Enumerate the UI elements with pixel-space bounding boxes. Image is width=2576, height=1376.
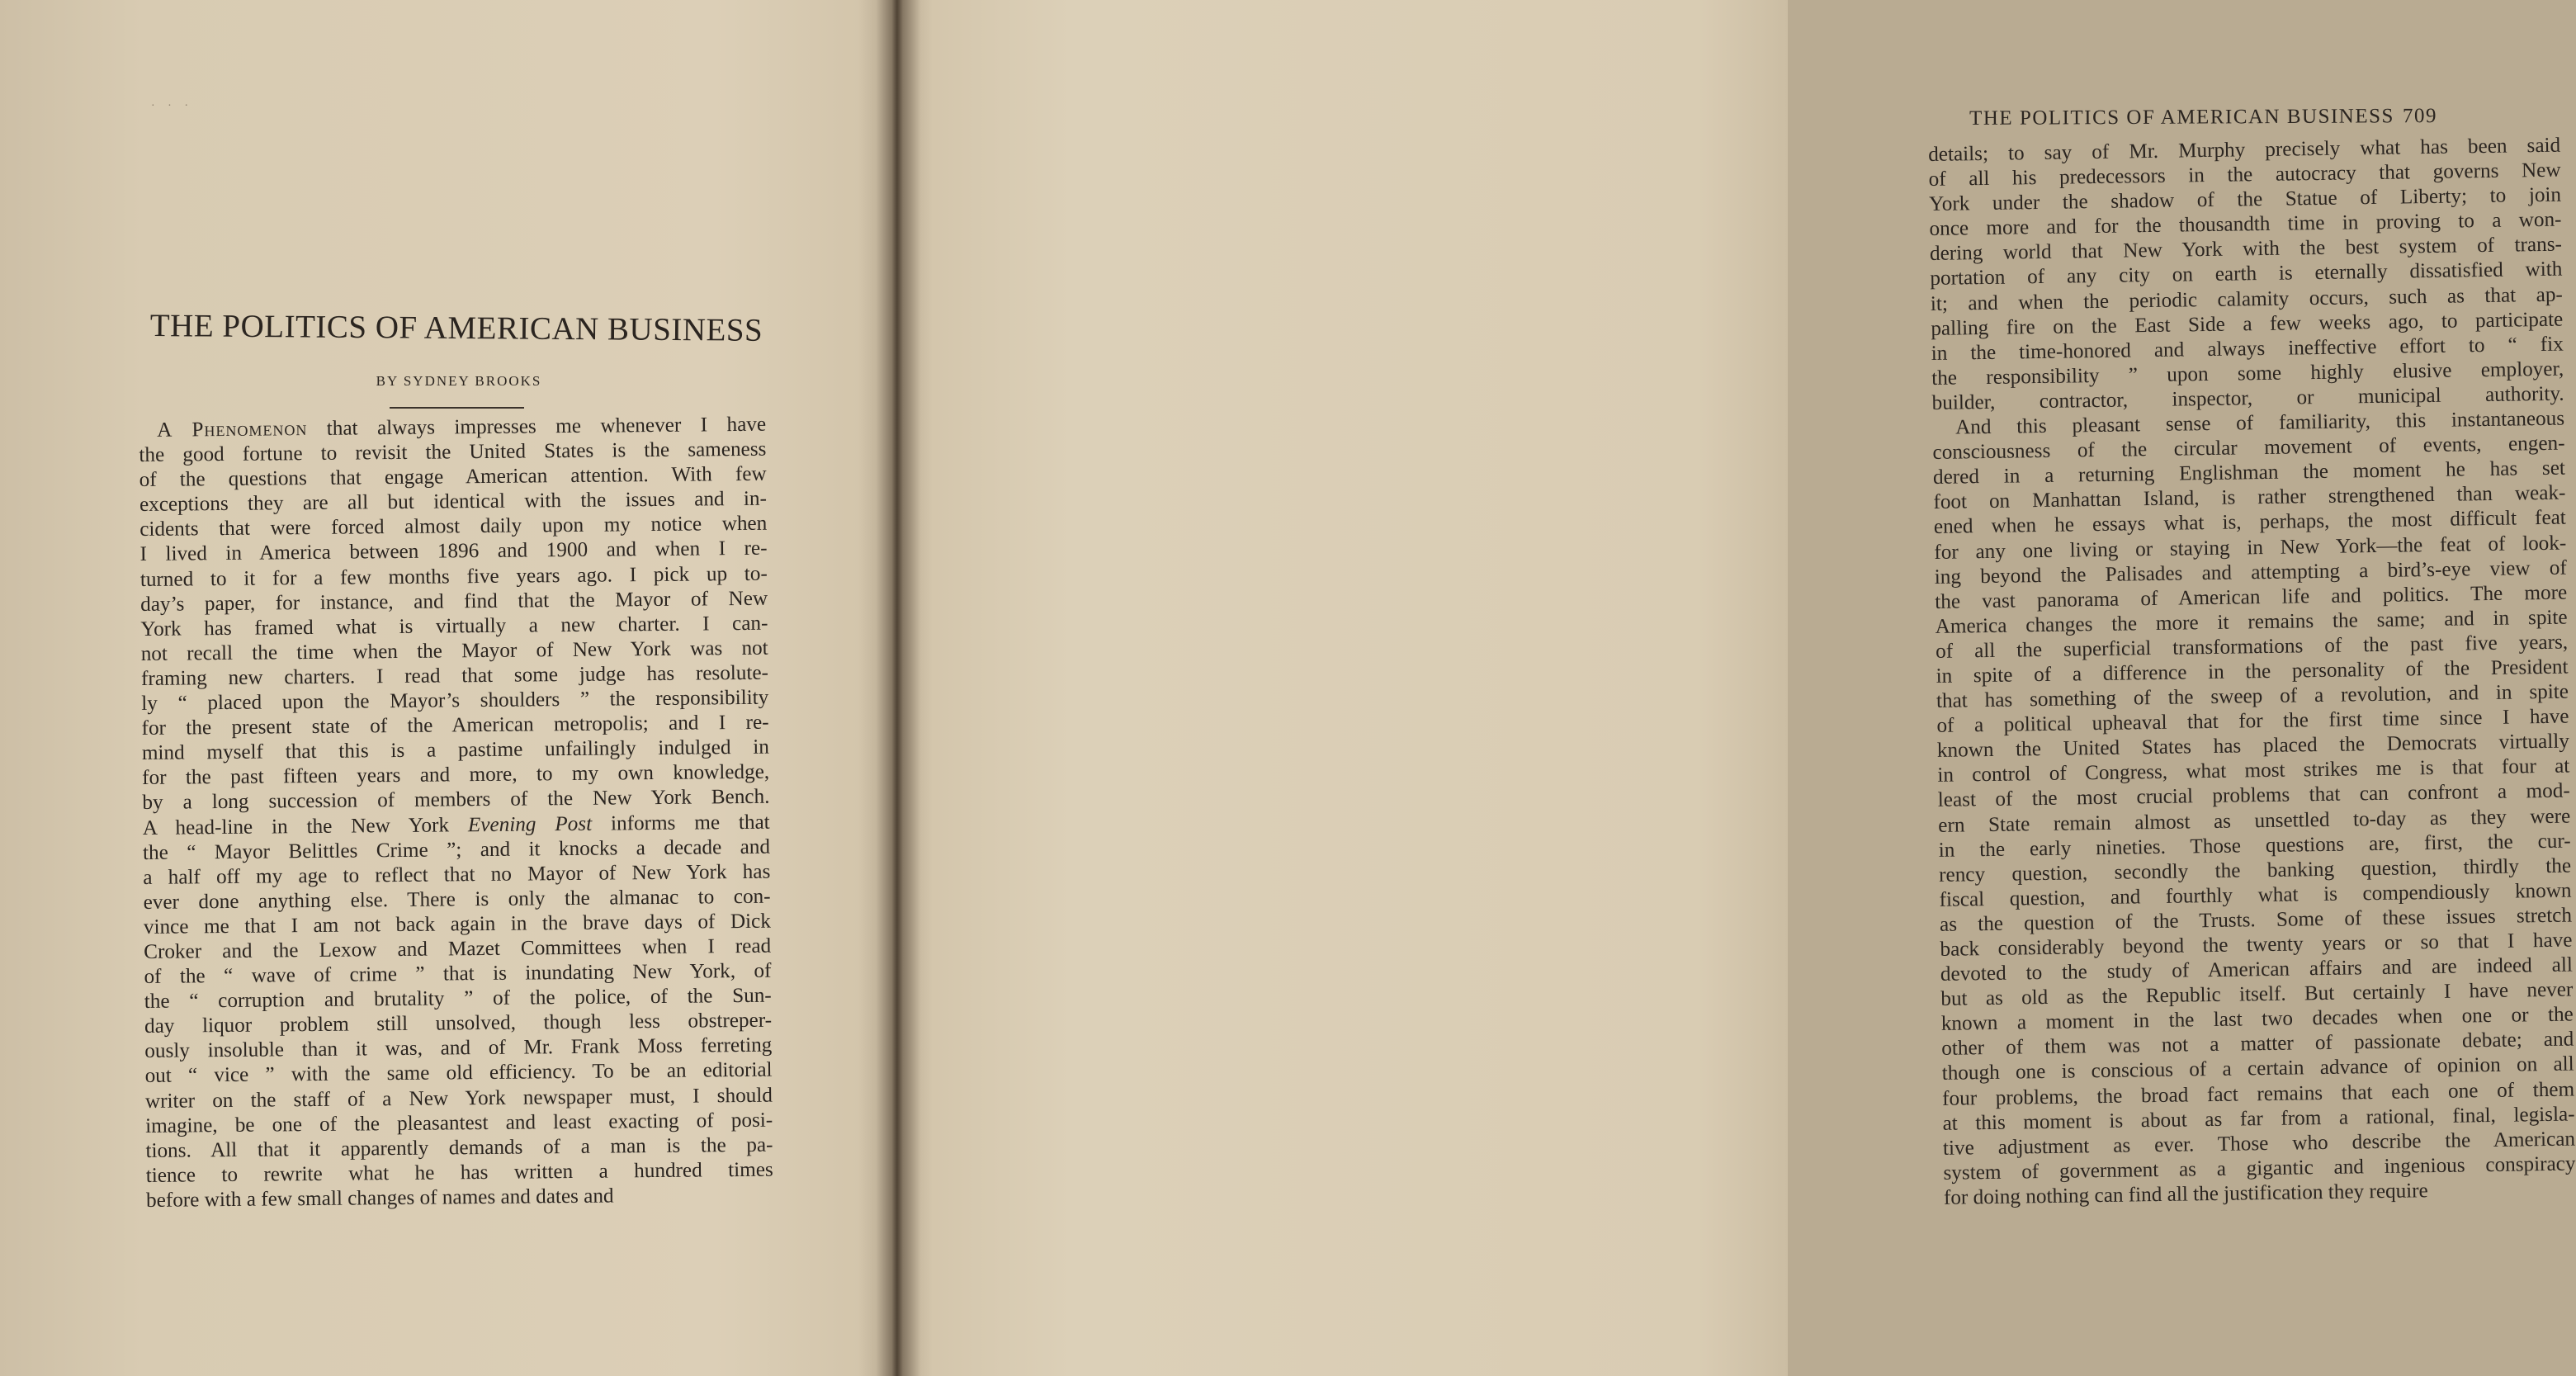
text-line: tions. All that it apparently demands of a man is the pa-: [145, 1133, 773, 1162]
text-line: mind myself that this is a pastime unfailingly indulged in: [141, 735, 769, 765]
text-line: ern State remain almost as unsettled to-day as they were: [1938, 805, 2571, 837]
right-page: [896, 0, 2576, 1376]
text-line: in spite of a difference in the personality of the President: [1936, 655, 2569, 688]
text-line: tience to rewrite what he has written a hundred times: [145, 1158, 773, 1187]
text-line: day liquor problem still unsolved, though less obstreper-: [144, 1009, 773, 1038]
text-line: framing new charters. I read that some judge has resolute-: [140, 661, 769, 690]
text-line: in the early nineties. Those questions are, first, the cur-: [1938, 830, 2571, 862]
text-line: rency question, secondly the banking question, thirdly the: [1938, 854, 2572, 887]
running-head: [1969, 104, 2547, 130]
text-line: of a political upheaval that for the first time since I have: [1936, 705, 2569, 738]
article-title: THE POLITICS OF AMERICAN BUSINESS: [149, 307, 763, 348]
text-line: the responsibility ” upon some highly elusive employer,: [1931, 357, 2564, 390]
text-line: York has framed what is virtually a new charter. I can-: [140, 612, 768, 641]
text-line: details; to say of Mr. Murphy precisely what has been said: [1928, 134, 2561, 166]
text-line: back considerably beyond the twenty years or so that I have: [1940, 929, 2573, 961]
page-number: 709: [2402, 105, 2437, 128]
text-line: of the questions that engage American attention. With few: [139, 462, 767, 492]
text-line: out “ vice ” with the same old efficiency. To be an editorial: [144, 1059, 773, 1088]
text-line: once more and for the thousandth time in proving to a won-: [1929, 208, 2562, 241]
text-line: day’s paper, for instance, and find that the Mayor of New: [140, 587, 768, 616]
text-line: dering world that New York with the best system of trans-: [1929, 233, 2563, 266]
text-line: for the past fifteen years and more, to my own knowledge,: [142, 760, 770, 790]
right-body-text: [1928, 134, 2576, 1211]
text-line: not recall the time when the Mayor of New York was not: [140, 636, 768, 665]
text-line: tive adjustment as ever. Those who describe the American: [1942, 1128, 2576, 1160]
page-specks: · · ·: [151, 100, 193, 112]
text-line: ing beyond the Palisades and attempting a bird’s-eye view of: [1934, 556, 2567, 589]
text-line: vince me that I am not back again in the brave days of Dick: [143, 910, 772, 939]
text-line: though one is conscious of a certain advance of opinion on all: [1941, 1052, 2574, 1085]
text-line: A head-line in the New York Evening Post informs me that: [142, 811, 770, 839]
text-line: that has something of the sweep of a revolution, and in spite: [1936, 680, 2569, 712]
text-line: known a moment in the last two decades when one or the: [1940, 1003, 2574, 1036]
text-line: ously insoluble than it was, and of Mr. Frank Moss ferreting: [144, 1034, 773, 1063]
text-line: the “ Mayor Belittles Crime ”; and it knocks a decade and: [142, 835, 771, 864]
text-line: the good fortune to revisit the United States is the sameness: [139, 437, 767, 467]
text-line: ened when he essays what is, perhaps, the most difficult feat: [1933, 506, 2567, 539]
text-line: of the “ wave of crime ” that is inundating New York, of: [144, 959, 772, 989]
text-line: writer on the staff of a New York newspaper must, I should: [144, 1084, 773, 1113]
text-line: builder, contractor, inspector, or municipal authority.: [1931, 382, 2564, 414]
text-line: of all his predecessors in the autocracy that governs New: [1928, 158, 2561, 192]
text-line: devoted to the study of American affairs and are indeed all: [1940, 953, 2574, 986]
text-line: in control of Congress, what most strikes me is that four at: [1937, 754, 2570, 787]
text-line: turned to it for a few months five years ago. I pick up to-: [139, 562, 768, 591]
text-line: the vast panorama of American life and politics. The more: [1935, 581, 2568, 613]
text-line: system of government as a gigantic and ingenious conspiracy: [1943, 1152, 2576, 1184]
byline: BY SYDNEY BROOKS: [376, 373, 542, 389]
text-line: the “ corruption and brutality ” of the police, of the Sun-: [144, 984, 772, 1014]
text-line: four problems, the broad fact remains that each one of them: [1941, 1078, 2575, 1110]
text-line: a half off my age to reflect that no Mayor of New York has: [143, 860, 771, 889]
text-line: exceptions they are all but identical with the issues and in-: [139, 487, 768, 517]
text-line: Croker and the Lexow and Mazet Committees when I read: [144, 934, 772, 963]
text-line: before with a few small changes of names and dates and: [145, 1184, 614, 1212]
running-head-title: THE POLITICS OF AMERICAN BUSINESS: [1969, 105, 2394, 130]
title-rule: [390, 407, 524, 409]
left-page: [0, 0, 890, 1376]
text-line: other of them was not a matter of passionate debate; and: [1941, 1028, 2574, 1061]
text-line: consciousness of the circular movement of events, engen-: [1932, 432, 2565, 465]
text-line: known the United States has placed the Democrats virtually: [1936, 730, 2570, 763]
text-line: fiscal question, and fourthly what is compendiously known: [1939, 879, 2572, 911]
text-line: I lived in America between 1896 and 1900 and when I re-: [139, 537, 768, 566]
text-line: as the question of the Trusts. Some of these issues stretch: [1939, 904, 2573, 936]
text-line: but as old as the Republic itself. But certainly I have never: [1940, 978, 2574, 1011]
line-text: that always impresses me whenever I have: [307, 413, 767, 441]
text-line: portation of any city on earth is eternally dissatisfied with: [1930, 258, 2563, 291]
text-line: for any one living or staying in New York—the feat of look-: [1934, 532, 2567, 564]
text-line: for the present state of the American metropolis; and I re-: [141, 711, 769, 740]
text-line: for doing nothing can find all the justification they require: [1943, 1180, 2428, 1209]
text-line: in the time-honored and always ineffective effort to “ fix: [1931, 333, 2564, 365]
text-line: ever done anything else. There is only the almanac to con-: [143, 885, 771, 914]
text-line: America changes the more it remains the same; and in spite: [1935, 606, 2568, 638]
text-line: at this moment is about as far from a rational, final, legisla-: [1942, 1103, 2575, 1135]
text-line: York under the shadow of the Statue of Liberty; to join: [1928, 183, 2562, 216]
text-line: ly “ placed upon the Mayor’s shoulders ” the responsibility: [141, 686, 769, 716]
text-line: imagine, be one of the pleasantest and least exacting of posi-: [145, 1109, 773, 1137]
left-body-text: [139, 413, 773, 1213]
text-line: it; and when the periodic calamity occurs, such as that ap-: [1930, 283, 2564, 315]
text-line: of all the superficial transformations of the past five years,: [1935, 631, 2569, 663]
text-line: palling fire on the East Side a few weeks ago, to participate: [1931, 308, 2564, 340]
text-line: cidents that were forced almost daily upon my notice when: [139, 513, 768, 541]
text-line: by a long succession of members of the New York Bench.: [142, 786, 770, 815]
text-line: dered in a returning Englishman the moment he has set: [1932, 456, 2566, 489]
text-line: least of the most crucial problems that can confront a mod-: [1937, 779, 2570, 812]
text-line: And this pleasant sense of familiarity, this instantaneous: [1954, 407, 2565, 439]
opening-word: A Phenomenon: [157, 418, 308, 442]
newspaper-name: Evening Post: [467, 812, 593, 836]
text-line: foot on Manhattan Island, is rather strengthened than weak-: [1933, 481, 2566, 514]
